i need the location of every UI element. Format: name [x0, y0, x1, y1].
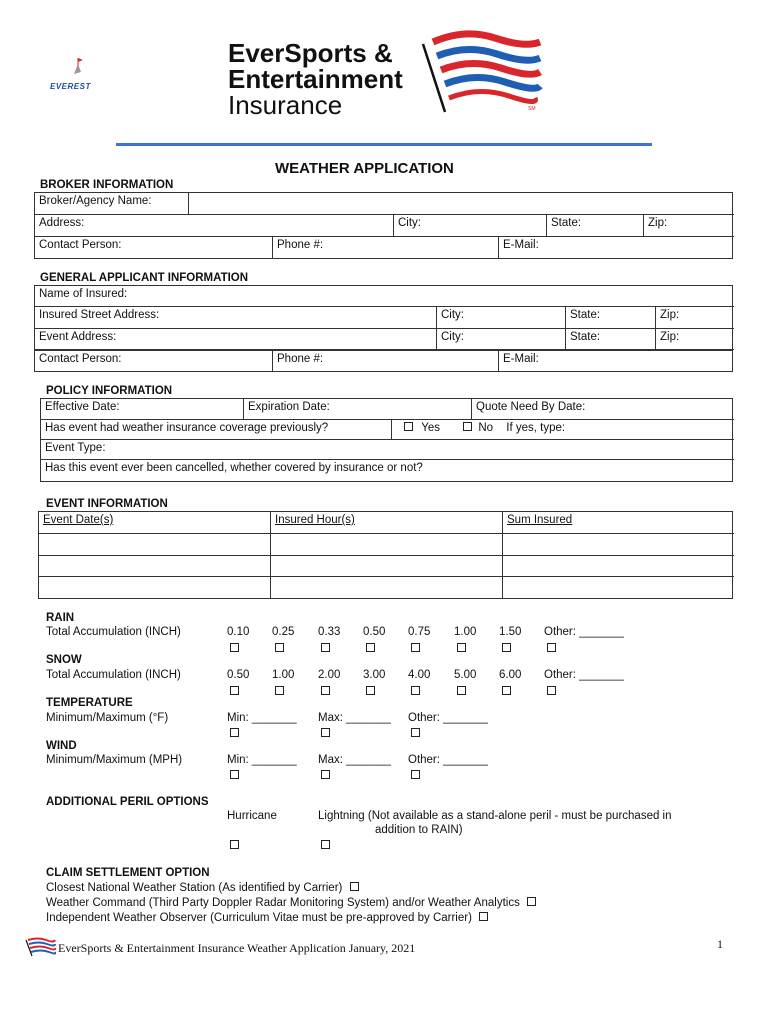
insured-street-field[interactable]: Insured Street Address: [35, 307, 437, 329]
applicant-email-field[interactable]: E-Mail: [503, 353, 539, 365]
prior-coverage-question: Has event had weather insurance coverage previously? [41, 420, 392, 440]
policy-heading: POLICY INFORMATION [46, 385, 173, 397]
broker-phone-field[interactable]: Phone #: [273, 237, 499, 258]
rain-opt-4: 0.75 [408, 626, 431, 638]
lightning-label-1: Lightning (Not available as a stand-alone peril - must be purchased in [318, 810, 672, 822]
wind-other[interactable]: Other: _______ [408, 754, 488, 766]
event-dates-header: Event Date(s) [39, 512, 271, 534]
applicant-contact-row [34, 350, 733, 372]
snow-opt-5: 5.00 [454, 669, 477, 681]
rain-checkbox[interactable] [366, 643, 375, 652]
broker-agency-label: Broker/Agency Name: [35, 193, 189, 215]
footer-flag-icon [24, 937, 56, 957]
rain-opt-3: 0.50 [363, 626, 386, 638]
page-number: 1 [717, 937, 723, 951]
no-checkbox[interactable] [463, 422, 472, 431]
rain-checkbox[interactable] [230, 643, 239, 652]
temperature-max[interactable]: Max: _______ [318, 712, 391, 724]
yes-checkbox[interactable] [404, 422, 413, 431]
snow-opt-3: 3.00 [363, 669, 386, 681]
insured-hour-cell[interactable] [271, 556, 503, 577]
event-date-cell[interactable] [39, 556, 271, 577]
rain-opt-2: 0.33 [318, 626, 341, 638]
page-title: WEATHER APPLICATION [275, 160, 454, 177]
brand-name [228, 40, 403, 118]
snow-opt-2: 2.00 [318, 669, 341, 681]
snow-heading: SNOW [46, 654, 82, 666]
snow-label: Total Accumulation (INCH) [46, 669, 181, 681]
header-divider [116, 143, 652, 146]
snow-opt-0: 0.50 [227, 669, 250, 681]
snow-checkbox[interactable] [457, 686, 466, 695]
insured-hours-header: Insured Hour(s) [271, 512, 503, 534]
wind-heading: WIND [46, 740, 77, 752]
footer-text: EverSports & Entertainment Insurance Weather Application January, 2021 [58, 941, 416, 955]
brand-line-3: Insurance [228, 90, 343, 120]
claim-option-2-label: Weather Command (Third Party Doppler Radar Monitoring System) and/or Weather Analytics [46, 897, 520, 909]
no-label: No [478, 422, 494, 434]
flag-small-icon [24, 937, 56, 957]
brand-line-1: EverSports & [228, 38, 393, 68]
lightning-label-2: addition to RAIN) [375, 824, 463, 836]
event-date-cell[interactable] [39, 577, 271, 598]
claim-option-2-checkbox[interactable] [527, 897, 536, 906]
hurricane-label: Hurricane [227, 810, 277, 822]
claim-option-2 [46, 897, 536, 909]
snow-checkbox[interactable] [230, 686, 239, 695]
rain-checkbox[interactable] [321, 643, 330, 652]
broker-state-field[interactable]: State: [547, 215, 644, 237]
wind-min-checkbox[interactable] [230, 770, 239, 779]
applicant-table [34, 285, 733, 351]
event-zip-field[interactable]: Zip: [656, 329, 734, 350]
sum-insured-header: Sum Insured [503, 512, 734, 534]
effective-date-field[interactable]: Effective Date: [41, 399, 244, 420]
applicant-phone-field[interactable]: Phone #: [273, 351, 499, 371]
brand-line-2: Entertainment [228, 64, 403, 94]
temperature-label: Minimum/Maximum (°F) [46, 712, 169, 724]
insured-zip-field[interactable]: Zip: [656, 307, 734, 329]
snow-opt-4: 4.00 [408, 669, 431, 681]
applicant-contact-field[interactable]: Contact Person: [35, 351, 273, 371]
snow-opt-7[interactable]: Other: _______ [544, 669, 624, 681]
insured-hour-cell[interactable] [271, 534, 503, 556]
wind-min[interactable]: Min: _______ [227, 754, 297, 766]
broker-agency-field[interactable] [189, 193, 734, 215]
hurricane-checkbox[interactable] [230, 840, 239, 849]
lightning-checkbox[interactable] [321, 840, 330, 849]
yes-label: Yes [421, 422, 440, 434]
snow-checkbox[interactable] [321, 686, 330, 695]
claim-option-1-checkbox[interactable] [350, 882, 359, 891]
event-heading: EVENT INFORMATION [46, 498, 168, 510]
event-address-field[interactable]: Event Address: [35, 329, 437, 350]
broker-zip-field[interactable]: Zip: [644, 215, 734, 237]
claim-option-1-label: Closest National Weather Station (As identified by Carrier) [46, 882, 343, 894]
snow-checkbox[interactable] [502, 686, 511, 695]
rain-checkbox[interactable] [411, 643, 420, 652]
rain-opt-0: 0.10 [227, 626, 250, 638]
broker-city-field[interactable]: City: [394, 215, 547, 237]
event-table [38, 511, 733, 599]
everest-logo-text: EVEREST [50, 82, 91, 91]
event-state-field[interactable]: State: [566, 329, 656, 350]
rain-checkbox[interactable] [502, 643, 511, 652]
prior-coverage-answer [392, 420, 734, 440]
rain-checkbox[interactable] [547, 643, 556, 652]
temperature-heading: TEMPERATURE [46, 697, 133, 709]
snow-checkbox[interactable] [366, 686, 375, 695]
insured-hour-cell[interactable] [271, 577, 503, 598]
sum-insured-cell[interactable] [503, 577, 734, 598]
claim-option-3-label: Independent Weather Observer (Curriculum Vitae must be pre-approved by Carrier) [46, 912, 472, 924]
event-type-field[interactable]: Event Type: [41, 440, 734, 460]
sum-insured-cell[interactable] [503, 556, 734, 577]
broker-email-field[interactable]: E-Mail: [503, 239, 539, 251]
rain-opt-7[interactable]: Other: _______ [544, 626, 624, 638]
applicant-heading: GENERAL APPLICANT INFORMATION [40, 272, 249, 284]
rain-opt-5: 1.00 [454, 626, 477, 638]
flag-logo [415, 30, 545, 116]
claim-option-3-checkbox[interactable] [479, 912, 488, 921]
quote-date-field[interactable]: Quote Need By Date: [472, 399, 734, 420]
temperature-max-checkbox[interactable] [321, 728, 330, 737]
snow-opt-6: 6.00 [499, 669, 522, 681]
broker-contact-field[interactable]: Contact Person: [35, 237, 273, 258]
rain-label: Total Accumulation (INCH) [46, 626, 181, 638]
snow-checkbox[interactable] [411, 686, 420, 695]
rain-heading: RAIN [46, 612, 75, 624]
broker-heading: BROKER INFORMATION [40, 179, 174, 191]
insured-city-field[interactable]: City: [437, 307, 566, 329]
temperature-other-checkbox[interactable] [411, 728, 420, 737]
claim-option-1 [46, 882, 359, 894]
rain-opt-1: 0.25 [272, 626, 295, 638]
everest-logo [48, 52, 110, 94]
rain-checkbox[interactable] [275, 643, 284, 652]
insured-name-field[interactable]: Name of Insured: [35, 286, 734, 307]
broker-table [34, 192, 733, 259]
claim-heading: CLAIM SETTLEMENT OPTION [46, 867, 210, 879]
snow-checkbox[interactable] [547, 686, 556, 695]
event-city-field[interactable]: City: [437, 329, 566, 350]
expiration-date-field[interactable]: Expiration Date: [244, 399, 472, 420]
insured-state-field[interactable]: State: [566, 307, 656, 329]
wind-other-checkbox[interactable] [411, 770, 420, 779]
flag-icon [415, 30, 545, 116]
wind-max-checkbox[interactable] [321, 770, 330, 779]
service-mark: SM [528, 106, 536, 112]
rain-opt-6: 1.50 [499, 626, 522, 638]
peril-heading: ADDITIONAL PERIL OPTIONS [46, 796, 209, 808]
if-yes-type-field[interactable]: If yes, type: [506, 422, 566, 434]
wind-label: Minimum/Maximum (MPH) [46, 754, 183, 766]
sum-insured-cell[interactable] [503, 534, 734, 556]
claim-option-3 [46, 912, 488, 924]
cancelled-question[interactable]: Has this event ever been cancelled, whether covered by insurance or not? [45, 462, 423, 474]
snow-checkbox[interactable] [275, 686, 284, 695]
broker-address-field[interactable]: Address: [35, 215, 394, 237]
event-date-cell[interactable] [39, 534, 271, 556]
temperature-other[interactable]: Other: _______ [408, 712, 488, 724]
temperature-min-checkbox[interactable] [230, 728, 239, 737]
temperature-min[interactable]: Min: _______ [227, 712, 297, 724]
policy-table [40, 398, 733, 482]
snow-opt-1: 1.00 [272, 669, 295, 681]
rain-checkbox[interactable] [457, 643, 466, 652]
wind-max[interactable]: Max: _______ [318, 754, 391, 766]
